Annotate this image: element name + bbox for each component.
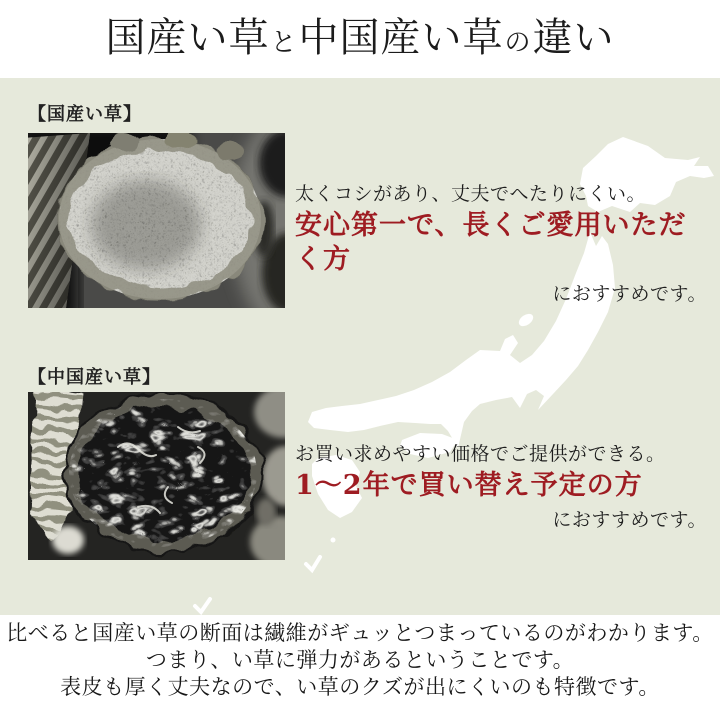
chinese-line1: お買い求めやすい価格でご提供ができる。 [295,443,666,465]
domestic-description [295,181,707,307]
island-speck-2 [195,599,210,612]
summary-line2: つまり、い草に弾力があるということです。 [145,648,575,672]
title-segment-domestic: 国産い草 [105,15,270,61]
sado-island [517,311,536,328]
island-speck-1 [306,557,320,570]
title-segment-chinese: 中国産い草 [298,15,504,61]
summary-line3: 表皮も厚く丈夫なので、い草のクズが出にくいのも特徴です。 [60,675,660,699]
domestic-highlight: 安心第一で、長くご愛用いただく方 [295,210,687,275]
domestic-label: 【国産い草】 [28,104,142,125]
chinese-igusa-micrograph [28,392,285,560]
title-connector-no: の [504,28,532,58]
title-connector-to: と [270,28,298,58]
chinese-highlight: 1〜2年で買い替え予定の方 [295,470,643,501]
chinese-description [295,441,707,533]
small-island-dot [331,538,336,543]
summary-line1: 比べると国産い草の断面は繊維がギュッとつまっているのがわかります。 [6,621,714,645]
chinese-micrograph-image [28,392,285,560]
title-segment-difference: 違い [532,15,615,61]
domestic-suffix: におすすめです。 [552,283,707,305]
domestic-micrograph-image [28,133,285,308]
page-title [0,0,720,78]
chinese-label: 【中国産い草】 [28,367,161,388]
domestic-line1: 太くコシがあり、丈夫でへたりにくい。 [295,183,647,205]
summary-text [0,620,720,701]
chinese-suffix: におすすめです。 [552,509,707,531]
comparison-section [0,78,720,615]
domestic-igusa-micrograph [28,133,285,308]
